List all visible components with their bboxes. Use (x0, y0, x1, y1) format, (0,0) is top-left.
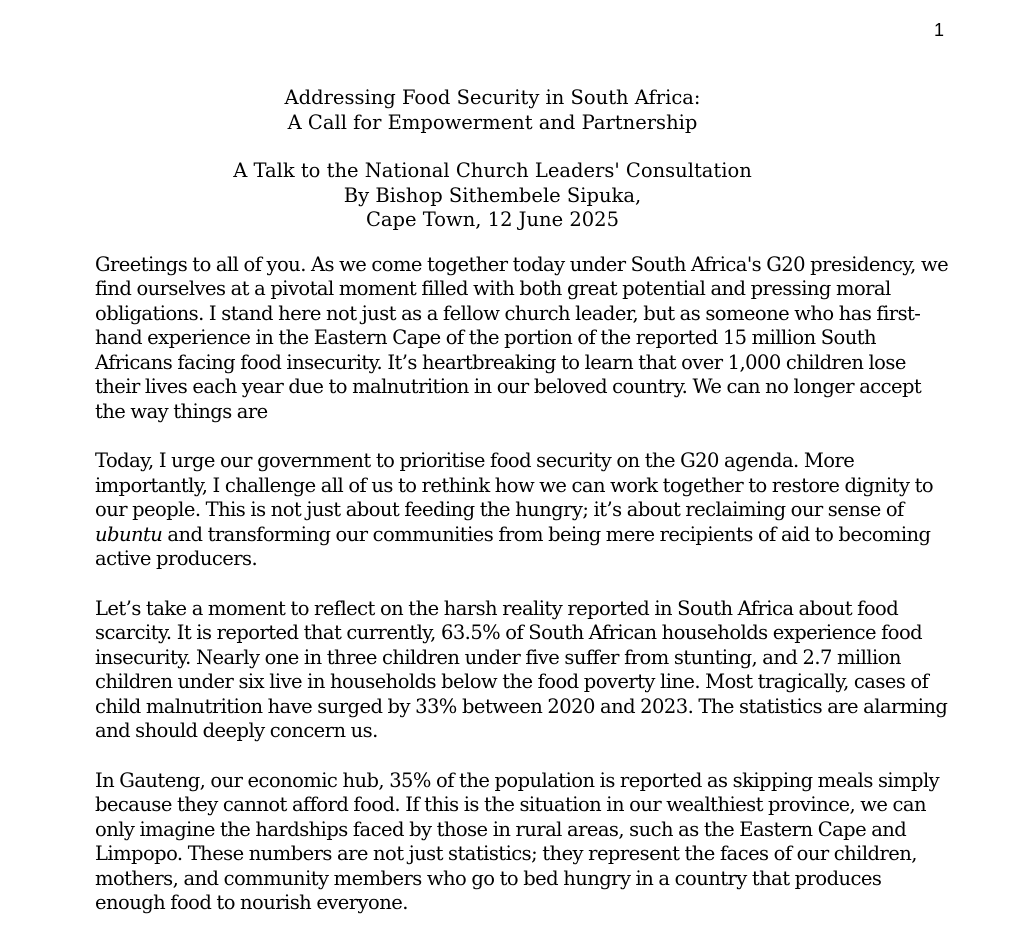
page-number: 1 (933, 20, 944, 40)
paragraph-statistics: Let’s take a moment to reflect on the harsh reality reported in South Africa about food scarcity. It is reported that currently, 63.5% of South African households experience food insecurity. Nearly one in three children under five suffer from stunting, and 2.7 million children under six live in households below the food poverty line. Most tragically, cases of child malnutrition have surged by 33% between 2020 and 2023. The statistics are alarming and should deeply concern us. (95, 596, 948, 742)
subtitle-line-3: Cape Town, 12 June 2025 (366, 208, 619, 231)
paragraph-gauteng: In Gauteng, our economic hub, 35% of the population is reported as skipping meals simply because they cannot afford food. If this is the situation in our wealthiest province, we can only imagine the hardships faced by those in rural areas, such as the Eastern Cape and Limpopo. These numbers are not just statistics; they represent the faces of our children, mothers, and community members who go to bed hungry in a country that produces enough food to nourish everyone. (95, 768, 940, 914)
paragraph-appeal-text-1: Today, I urge our government to prioritise food security on the G20 agenda. More importantly, I challenge all of us to rethink how we can work together to restore dignity to our people. This is not just about feeding the hungry; it’s about reclaiming our sense of (95, 449, 934, 521)
paragraph-greetings: Greetings to all of you. As we come together today under South Africa's G20 presidency, we find ourselves at a pivotal moment filled with both great potential and pressing moral obligations. I stand here not just as a fellow church leader, but as someone who has first-hand experience in the Eastern Cape of the portion of the reported 15 million South Africans facing food insecurity. It’s heartbreaking to learn that over 1,000 children lose their lives each year due to malnutrition in our beloved country. We can no longer accept the way things are (95, 252, 949, 423)
paragraph-appeal (95, 449, 950, 572)
subtitle-line-2: By Bishop Sithembele Sipuka, (343, 183, 642, 207)
title-line-1: Addressing Food Security in South Africa: (284, 86, 701, 109)
ubuntu-term: ubuntu (95, 522, 163, 546)
title-line-2: A Call for Empowerment and Partnership (287, 110, 698, 134)
title-block (65, 86, 920, 233)
paragraph-appeal-text-2: and transforming our communities from being mere recipients of aid to becoming active producers. (95, 522, 931, 570)
document-body (95, 86, 950, 916)
subtitle-line-1: A Talk to the National Church Leaders' Consultation (233, 159, 752, 182)
